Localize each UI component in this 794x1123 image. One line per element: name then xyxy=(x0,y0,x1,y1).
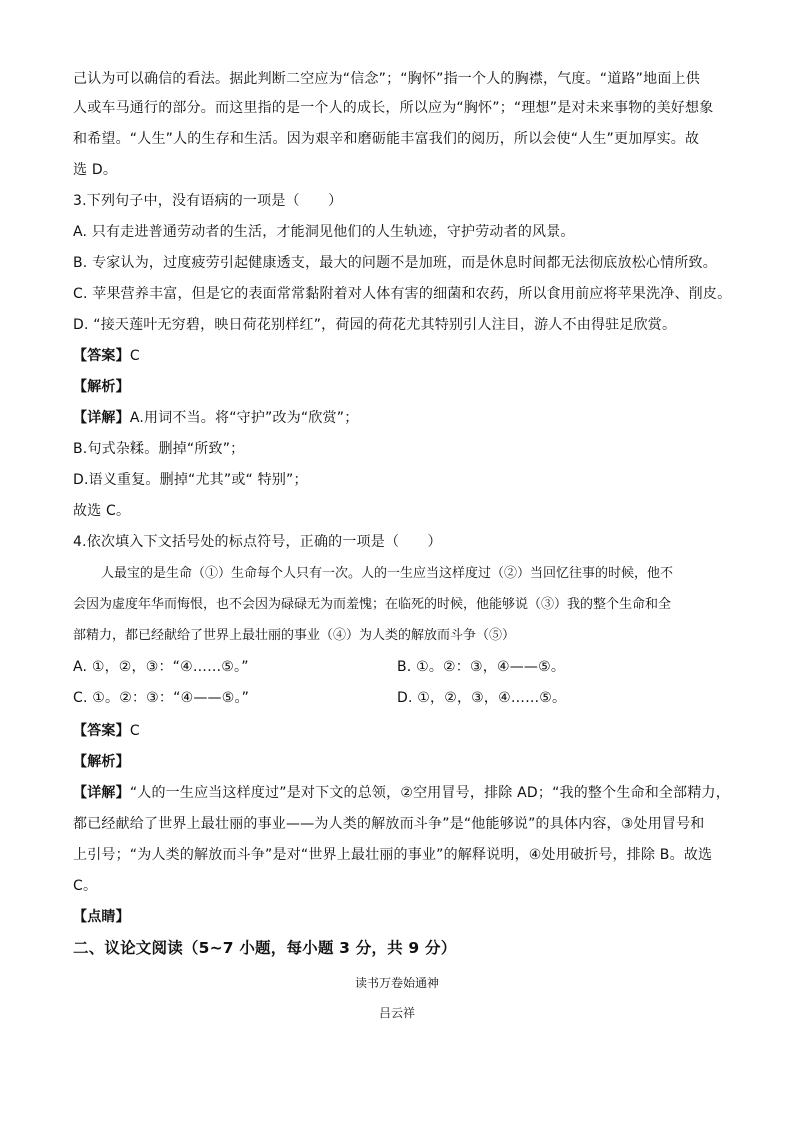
q3-option-d: D. “接天莲叶无穷碧，映日荷花别样红”，荷园的荷花尤其特别引人注目，游人不由得驻足欣赏。 xyxy=(73,317,677,333)
q4-detail-4: C。 xyxy=(73,878,98,894)
detail-tag: 【详解】 xyxy=(73,785,130,801)
answer-tag: 【答案】 xyxy=(73,348,130,364)
q4-note-tag: 【点睛】 xyxy=(73,909,130,925)
intro-line-4: 选 D。 xyxy=(73,162,118,178)
q4-detail-2: 都已经献给了世界上最壮丽的事业——为人类的解放而斗争”是“他能够说”的具体内容，③处用冒号和 xyxy=(73,816,705,832)
detail-text: A.用词不当。将“守护”改为“欣赏”； xyxy=(129,410,359,426)
section-title: 二、议论文阅读（5~7 小题，每小题 3 分，共 9 分） xyxy=(73,939,457,957)
answer-value: C xyxy=(129,723,140,739)
article-author: 吕云祥 xyxy=(378,1006,415,1020)
q3-option-c: C. 苹果营养丰富，但是它的表面常常黏附着对人体有害的细菌和农药，所以食用前应将苹果洗净、削皮。 xyxy=(73,286,732,302)
answer-tag: 【答案】 xyxy=(73,723,130,739)
q4-answer xyxy=(73,722,140,740)
q4-detail-1 xyxy=(73,784,730,802)
q4-passage-1: 人最宝的是生命（①）生命每个人只有一次。人的一生应当这样度过（②）当回忆往事的时候，他不 xyxy=(101,566,674,581)
q4-option-d: D. ①，②，③，④……⑤。 xyxy=(397,690,567,706)
q3-detail-1 xyxy=(73,409,358,427)
intro-line-3: 和希望。“人生”人的生存和生活。因为艰辛和磨砺能丰富我们的阅历，所以会使“人生”更加厚实。故 xyxy=(73,131,700,147)
q3-detail-4: 故选 C。 xyxy=(73,503,131,519)
intro-line-2: 人或车马通行的部分。而这里指的是一个人的成长，所以应为“胸怀”；“理想”是对未来事物的美好想象 xyxy=(73,100,714,116)
q3-detail-2: B.句式杂糅。删掉“所致”； xyxy=(73,441,245,457)
q3-stem: 3.下列句子中，没有语病的一项是（ ） xyxy=(73,193,343,209)
q4-option-b: B. ①。②：③，④——⑤。 xyxy=(397,659,566,675)
q3-option-a: A. 只有走进普通劳动者的生活，才能洞见他们的人生轨迹，守护劳动者的风景。 xyxy=(73,224,575,240)
detail-tag: 【详解】 xyxy=(73,410,130,426)
q4-options-row-2 xyxy=(73,689,721,707)
answer-value: C xyxy=(129,348,140,364)
q4-options-row-1 xyxy=(73,658,721,676)
detail-text: “人的一生应当这样度过”是对下文的总领，②空用冒号，排除 AD；“我的整个生命和全部精力， xyxy=(129,785,730,801)
q3-detail-3: D.语义重复。删掉“尤其”或“ 特别”； xyxy=(73,472,308,488)
q4-option-a: A. ①，②，③：“④……⑤。” xyxy=(73,659,249,675)
q4-option-c: C. ①。②：③：“④——⑤。” xyxy=(73,690,250,706)
intro-line-1: 己认为可以确信的看法。据此判断二空应为“信念”；“胸怀”指一个人的胸襟，气度。“道路”地面上供 xyxy=(73,71,700,87)
article-title: 读书万卷始通神 xyxy=(354,976,439,990)
q4-stem: 4.依次填入下文括号处的标点符号，正确的一项是（ ） xyxy=(73,534,442,550)
q3-option-b: B. 专家认为，过度疲劳引起健康透支，最大的问题不是加班，而是休息时间都无法彻底放松心情所致。 xyxy=(73,255,717,271)
q4-analysis-tag: 【解析】 xyxy=(73,754,130,770)
q4-passage-2: 会因为虚度年华而悔恨，也不会因为碌碌无为而羞愧；在临死的时候，他能够说（③）我的整个生命和全 xyxy=(73,597,672,612)
q3-analysis-tag: 【解析】 xyxy=(73,379,130,395)
q3-answer xyxy=(73,347,140,365)
q4-passage-3: 部精力，都已经献给了世界上最壮丽的事业（④）为人类的解放而斗争（⑤） xyxy=(73,628,516,643)
q4-detail-3: 上引号；“为人类的解放而斗争”是对“世界上最壮丽的事业”的解释说明，④处用破折号，排除 B。故选 xyxy=(73,847,713,863)
